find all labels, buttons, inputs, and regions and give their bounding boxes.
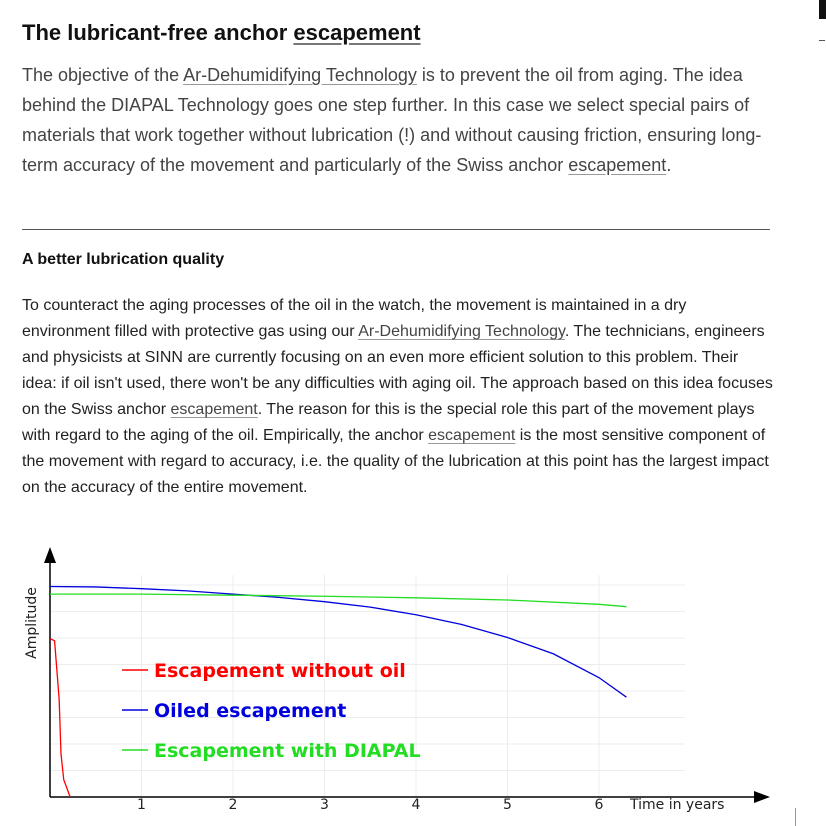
paragraph-text: The objective of the [22, 65, 184, 85]
paragraph-text: is the most sensitive component of the movement with regard to accuracy, i.e. the quality of the lubrication at this point has the largest impact on the accuracy of the entire movement. [22, 427, 769, 496]
x-tick-label: 5 [503, 797, 512, 813]
chart-grid [50, 575, 685, 797]
page-edge-block [819, 0, 826, 19]
chart-ticks [137, 797, 724, 813]
legend-label: Escapement without oil [154, 660, 406, 682]
paragraph-text: is to prevent the oil from aging. The idea behind the DIAPAL Technology goes one step further. In this case we select special pairs of materials that work together without lubrication (!) and without causing friction, ensuring long-term accuracy of the movement and particularly of the Swiss anchor [22, 65, 762, 175]
inline-link[interactable]: escapement [170, 401, 258, 418]
inline-link[interactable]: Ar-Dehumidifying Technology [358, 323, 565, 340]
legend-label: Oiled escapement [154, 700, 347, 722]
x-axis-label: Time in years [630, 797, 725, 813]
page-title [22, 20, 421, 46]
legend-label: Escapement with DIAPAL [154, 740, 421, 762]
inline-link[interactable]: escapement [428, 427, 516, 444]
page-edge-mark [819, 40, 825, 41]
x-tick-label: 3 [320, 797, 329, 813]
section-heading: A better lubrication quality [22, 251, 225, 268]
series-line [50, 594, 626, 607]
y-axis-arrow [44, 547, 56, 563]
x-tick-label: 6 [594, 797, 604, 813]
chart-series [50, 587, 626, 797]
x-tick-label: 4 [411, 797, 421, 813]
paragraph-text: To counteract the aging processes of the oil in the watch, the movement is maintained in a dry environment filled with protective gas using our [22, 297, 687, 340]
x-tick-label: 1 [137, 797, 146, 813]
page-edge-line [795, 808, 796, 826]
inline-link[interactable]: escapement [568, 155, 667, 175]
paragraph-text: . [666, 155, 672, 175]
section-divider [22, 229, 770, 230]
x-axis-arrow [754, 791, 770, 803]
title-text: The lubricant-free anchor [22, 20, 294, 45]
title-link-escapement[interactable]: escapement [293, 20, 421, 45]
body-paragraph [22, 293, 774, 501]
x-tick-label: 2 [228, 797, 238, 813]
paragraph-text: . The technicians, engineers and physicists at SINN are currently focusing on an even more efficient solution to this problem. Their idea: if oil isn't used, there won't be any difficulties with aging oil. The approach based on this idea focuses on the Swiss anchor [22, 323, 773, 418]
y-axis-label: Amplitude [24, 587, 40, 659]
chart-legend [122, 660, 421, 762]
amplitude-chart [0, 535, 790, 825]
paragraph-text: . The reason for this is the special role this part of the movement plays with regard to the aging of the oil. Empirically, the anchor [22, 401, 755, 444]
lead-paragraph [22, 60, 782, 180]
inline-link[interactable]: Ar-Dehumidifying Technology [183, 65, 417, 85]
